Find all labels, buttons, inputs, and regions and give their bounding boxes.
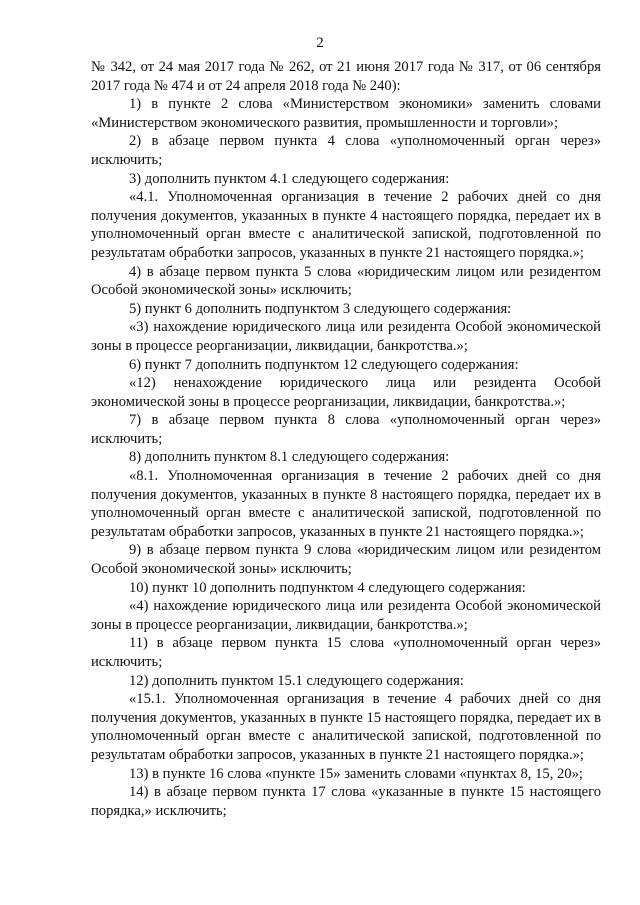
- quoted-subclause-12: «12) ненахождение юридического лица или резидента Особой экономической зоны в процессе реорганизации, ликвидации, банкротства.»;: [91, 375, 601, 410]
- amendment-item-11: 11) в абзаце первом пункта 15 слова «уполномоченный орган через» исключить;: [91, 635, 601, 670]
- page-number: 2: [316, 35, 324, 51]
- quoted-subclause-3: «3) нахождение юридического лица или резидента Особой экономической зоны в процессе реорганизации, ликвидации, банкротства.»;: [91, 319, 601, 354]
- amendment-item-2: 2) в абзаце первом пункта 4 слова «уполномоченный орган через» исключить;: [91, 133, 601, 168]
- amendment-item-13: 13) в пункте 16 слова «пункте 15» заменить словами «пунктах 8, 15, 20»;: [129, 765, 583, 782]
- amendment-item-12: 12) дополнить пунктом 15.1 следующего содержания:: [129, 672, 464, 689]
- quoted-clause-8-1: «8.1. Уполномоченная организация в течение 2 рабочих дней со дня получения документов, указанных в пункте 8 настоящего порядка, передает их в уполномоченный орган вместе с аналитической запиской, подготовленной по результатам обработки запросов, указанных в пункте 21 настоящего порядка.»;: [91, 468, 601, 540]
- paragraph-continuation: № 342, от 24 мая 2017 года № 262, от 21 июня 2017 года № 317, от 06 сентября 2017 года № 474 и от 24 апреля 2018 года № 240):: [91, 59, 601, 94]
- amendment-item-9: 9) в абзаце первом пункта 9 слова «юридическим лицом или резидентом Особой экономической зоны» исключить;: [91, 542, 601, 578]
- amendment-item-4: 4) в абзаце первом пункта 5 слова «юридическим лицом или резидентом Особой экономической зоны» исключить;: [91, 263, 601, 299]
- amendment-item-6: 6) пункт 7 дополнить подпунктом 12 следующего содержания:: [129, 356, 519, 373]
- amendment-item-1: 1) в пункте 2 слова «Министерством экономики» заменить словами «Министерством экономического развития, промышленности и торговли»;: [91, 96, 601, 131]
- document-body: [91, 58, 601, 820]
- quoted-subclause-4: «4) нахождение юридического лица или резидента Особой экономической зоны в процессе реорганизации, ликвидации, банкротства.»;: [91, 598, 601, 633]
- amendment-item-8: 8) дополнить пунктом 8.1 следующего содержания:: [129, 449, 450, 466]
- amendment-item-7: 7) в абзаце первом пункта 8 слова «уполномоченный орган через» исключить;: [91, 412, 601, 447]
- amendment-item-3: 3) дополнить пунктом 4.1 следующего содержания:: [129, 170, 450, 187]
- quoted-clause-4-1: «4.1. Уполномоченная организация в течение 2 рабочих дней со дня получения документов, указанных в пункте 4 настоящего порядка, передает их в уполномоченный орган вместе с аналитической запиской, подготовленной по результатам обработки запросов, указанных в пункте 21 настоящего порядка.»;: [91, 189, 601, 261]
- amendment-item-5: 5) пункт 6 дополнить подпунктом 3 следующего содержания:: [129, 300, 512, 317]
- quoted-clause-15-1: «15.1. Уполномоченная организация в течение 4 рабочих дней со дня получения документов, указанных в пункте 15 настоящего порядка, передает их в уполномоченный орган вместе с аналитической запиской, подготовленной по результатам обработки запросов, указанных в пункте 21 настоящего порядка.»;: [91, 691, 601, 763]
- amendment-item-10: 10) пункт 10 дополнить подпунктом 4 следующего содержания:: [129, 579, 526, 596]
- amendment-item-14: 14) в абзаце первом пункта 17 слова «указанные в пункте 15 настоящего порядка,» исключить;: [91, 784, 601, 819]
